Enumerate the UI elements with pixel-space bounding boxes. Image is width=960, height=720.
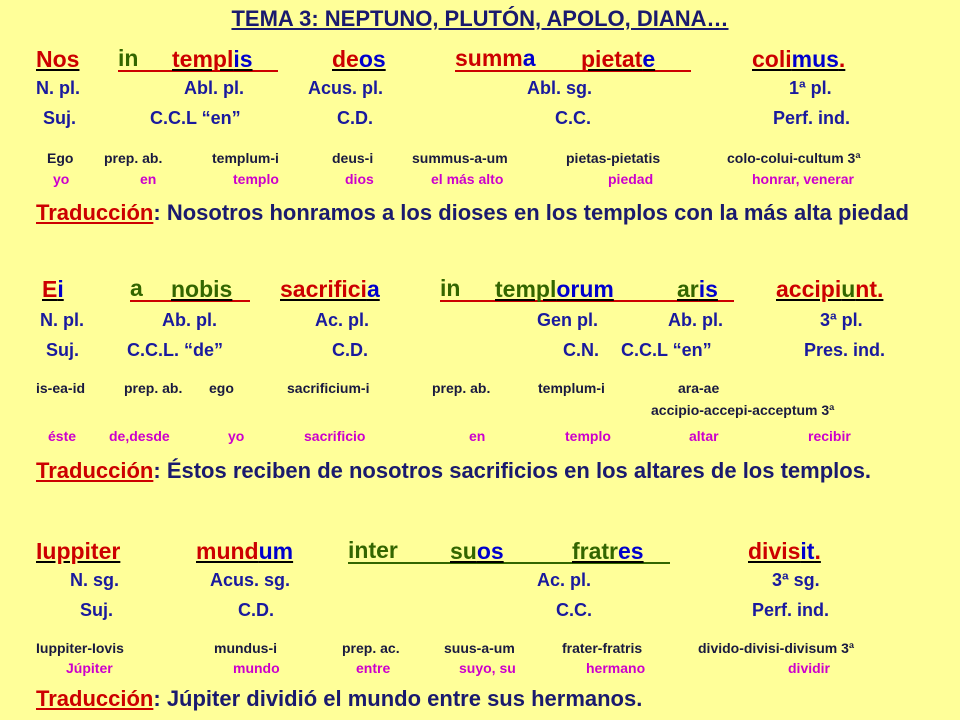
translation-3: Traducción: Júpiter dividió el mundo entre sus hermanos.: [36, 686, 643, 711]
latin-word: aris: [677, 276, 718, 302]
case-label: 3ª sg.: [772, 570, 820, 590]
case-label: Ac. pl.: [537, 570, 592, 590]
function-label: C.C.: [555, 108, 591, 128]
case-label: 1ª pl.: [789, 78, 832, 98]
translation-2: Traducción: Éstos reciben de nosotros sacrificios en los altares de los templos.: [36, 458, 872, 483]
translation-text: Éstos reciben de nosotros sacrificios en los altares de los templos.: [166, 458, 872, 483]
case-label: 3ª pl.: [820, 310, 863, 330]
meaning: en: [469, 428, 486, 444]
lemma: Ego: [47, 150, 74, 166]
latin-word: Iuppiter: [36, 538, 121, 564]
function-label: C.D.: [238, 600, 274, 620]
function-label: C.D.: [332, 340, 368, 360]
latin-word: sacrificia: [280, 276, 380, 302]
function-label: C.C.L “en”: [150, 108, 241, 128]
lemma: Iuppiter-Iovis: [36, 640, 124, 656]
translation-label: Traducción: [36, 200, 154, 225]
function-row-2: [0, 340, 960, 362]
function-label: Suj.: [43, 108, 77, 128]
lemma: sacrificium-i: [287, 380, 370, 396]
function-label: C.C.L. “de”: [127, 340, 224, 360]
meaning-row-1: [0, 171, 960, 189]
lemma: divido-divisi-divisum 3ª: [698, 640, 855, 656]
translation-text: Júpiter dividió el mundo entre sus hermanos.: [166, 686, 643, 711]
lemma: suus-a-um: [444, 640, 515, 656]
meaning-row-3: [0, 660, 960, 678]
latin-word: templorum: [495, 276, 614, 302]
function-row-3: [0, 600, 960, 622]
latin-word: suos: [450, 538, 504, 564]
case-label: N. sg.: [70, 570, 120, 590]
meaning: honrar, venerar: [752, 171, 854, 187]
latin-word: inter: [348, 538, 670, 564]
case-label: Ab. pl.: [162, 310, 217, 330]
meaning: yo: [228, 428, 245, 444]
lemma-extra-2: [0, 402, 960, 420]
translation-label: Traducción: [36, 686, 154, 711]
translation-1: Traducción: Nosotros honramos a los dioses en los templos con la más alta piedad: [36, 200, 909, 225]
lemma: prep. ab.: [104, 150, 163, 166]
meaning: de,desde: [109, 428, 170, 444]
case-row-1: [0, 78, 960, 100]
latin-word: templis: [172, 46, 253, 72]
function-label: Perf. ind.: [773, 108, 851, 128]
lemma: ara-ae: [678, 380, 720, 396]
meaning: hermano: [586, 660, 646, 676]
latin-word: summa: [455, 46, 691, 72]
latin-sentence-1: [0, 46, 960, 76]
lemma: colo-colui-cultum 3ª: [727, 150, 861, 166]
lemma: frater-fratris: [562, 640, 643, 656]
latin-word: in: [118, 46, 278, 72]
meaning: éste: [48, 428, 77, 444]
case-label: Ac. pl.: [315, 310, 370, 330]
lemma: is-ea-id: [36, 380, 86, 396]
lemma: deus-i: [332, 150, 374, 166]
meaning: dios: [345, 171, 374, 187]
meaning: sacrificio: [304, 428, 366, 444]
case-label: N. pl.: [40, 310, 84, 330]
meaning: el más alto: [431, 171, 504, 187]
meaning: recibir: [808, 428, 851, 444]
case-row-2: [0, 310, 960, 332]
lemma-row-1: [0, 150, 960, 168]
case-row-3: [0, 570, 960, 592]
translation-label: Traducción: [36, 458, 154, 483]
meaning: mundo: [233, 660, 280, 676]
latin-word: Nos: [36, 46, 80, 72]
lemma-row-3: [0, 640, 960, 658]
lemma: summus-a-um: [412, 150, 508, 166]
case-label: Abl. pl.: [184, 78, 244, 98]
function-label: Pres. ind.: [804, 340, 886, 360]
lemma: templum-i: [212, 150, 279, 166]
case-label: N. pl.: [36, 78, 80, 98]
function-label: C.C.: [556, 600, 592, 620]
function-label: C.C.L “en”: [621, 340, 712, 360]
meaning: altar: [689, 428, 719, 444]
meaning-row-2: [0, 428, 960, 446]
case-label: Abl. sg.: [527, 78, 593, 98]
latin-word: divisit.: [748, 538, 821, 564]
latin-word: pietate: [581, 46, 656, 72]
function-label: Perf. ind.: [752, 600, 830, 620]
lemma: prep. ac.: [342, 640, 400, 656]
function-label: C.N.: [563, 340, 599, 360]
function-label: C.D.: [337, 108, 373, 128]
meaning: yo: [53, 171, 70, 187]
meaning: Júpiter: [66, 660, 113, 676]
latin-word: accipiunt.: [776, 276, 884, 302]
case-label: Acus. sg.: [210, 570, 291, 590]
function-label: Suj.: [46, 340, 80, 360]
meaning: dividir: [788, 660, 831, 676]
latin-word: fratres: [572, 538, 644, 564]
meaning: templo: [233, 171, 279, 187]
lemma-row-2: [0, 380, 960, 398]
lemma: mundus-i: [214, 640, 277, 656]
lemma: pietas-pietatis: [566, 150, 661, 166]
case-label: Gen pl.: [537, 310, 599, 330]
latin-sentence-3: [0, 538, 960, 568]
lemma: ego: [209, 380, 234, 396]
latin-word: in: [440, 276, 734, 302]
meaning: piedad: [608, 171, 654, 187]
latin-word: colimus.: [752, 46, 846, 72]
latin-word: mundum: [196, 538, 294, 564]
meaning: templo: [565, 428, 611, 444]
latin-word: nobis: [171, 276, 233, 302]
meaning: en: [140, 171, 157, 187]
lemma: prep. ab.: [432, 380, 491, 396]
case-label: Acus. pl.: [308, 78, 384, 98]
lemma: accipio-accepi-acceptum 3ª: [651, 402, 835, 418]
meaning: suyo, su: [459, 660, 516, 676]
latin-sentence-2: [0, 276, 960, 306]
latin-word: deos: [332, 46, 386, 72]
function-row-1: [0, 108, 960, 130]
latin-word: Ei: [42, 276, 64, 302]
lemma: templum-i: [538, 380, 605, 396]
latin-word: a: [130, 276, 250, 302]
lemma: prep. ab.: [124, 380, 183, 396]
case-label: Ab. pl.: [668, 310, 723, 330]
translation-text: Nosotros honramos a los dioses en los templos con la más alta piedad: [166, 200, 909, 225]
function-label: Suj.: [80, 600, 114, 620]
page-title: TEMA 3: NEPTUNO, PLUTÓN, APOLO, DIANA…: [231, 6, 729, 31]
meaning: entre: [356, 660, 391, 676]
